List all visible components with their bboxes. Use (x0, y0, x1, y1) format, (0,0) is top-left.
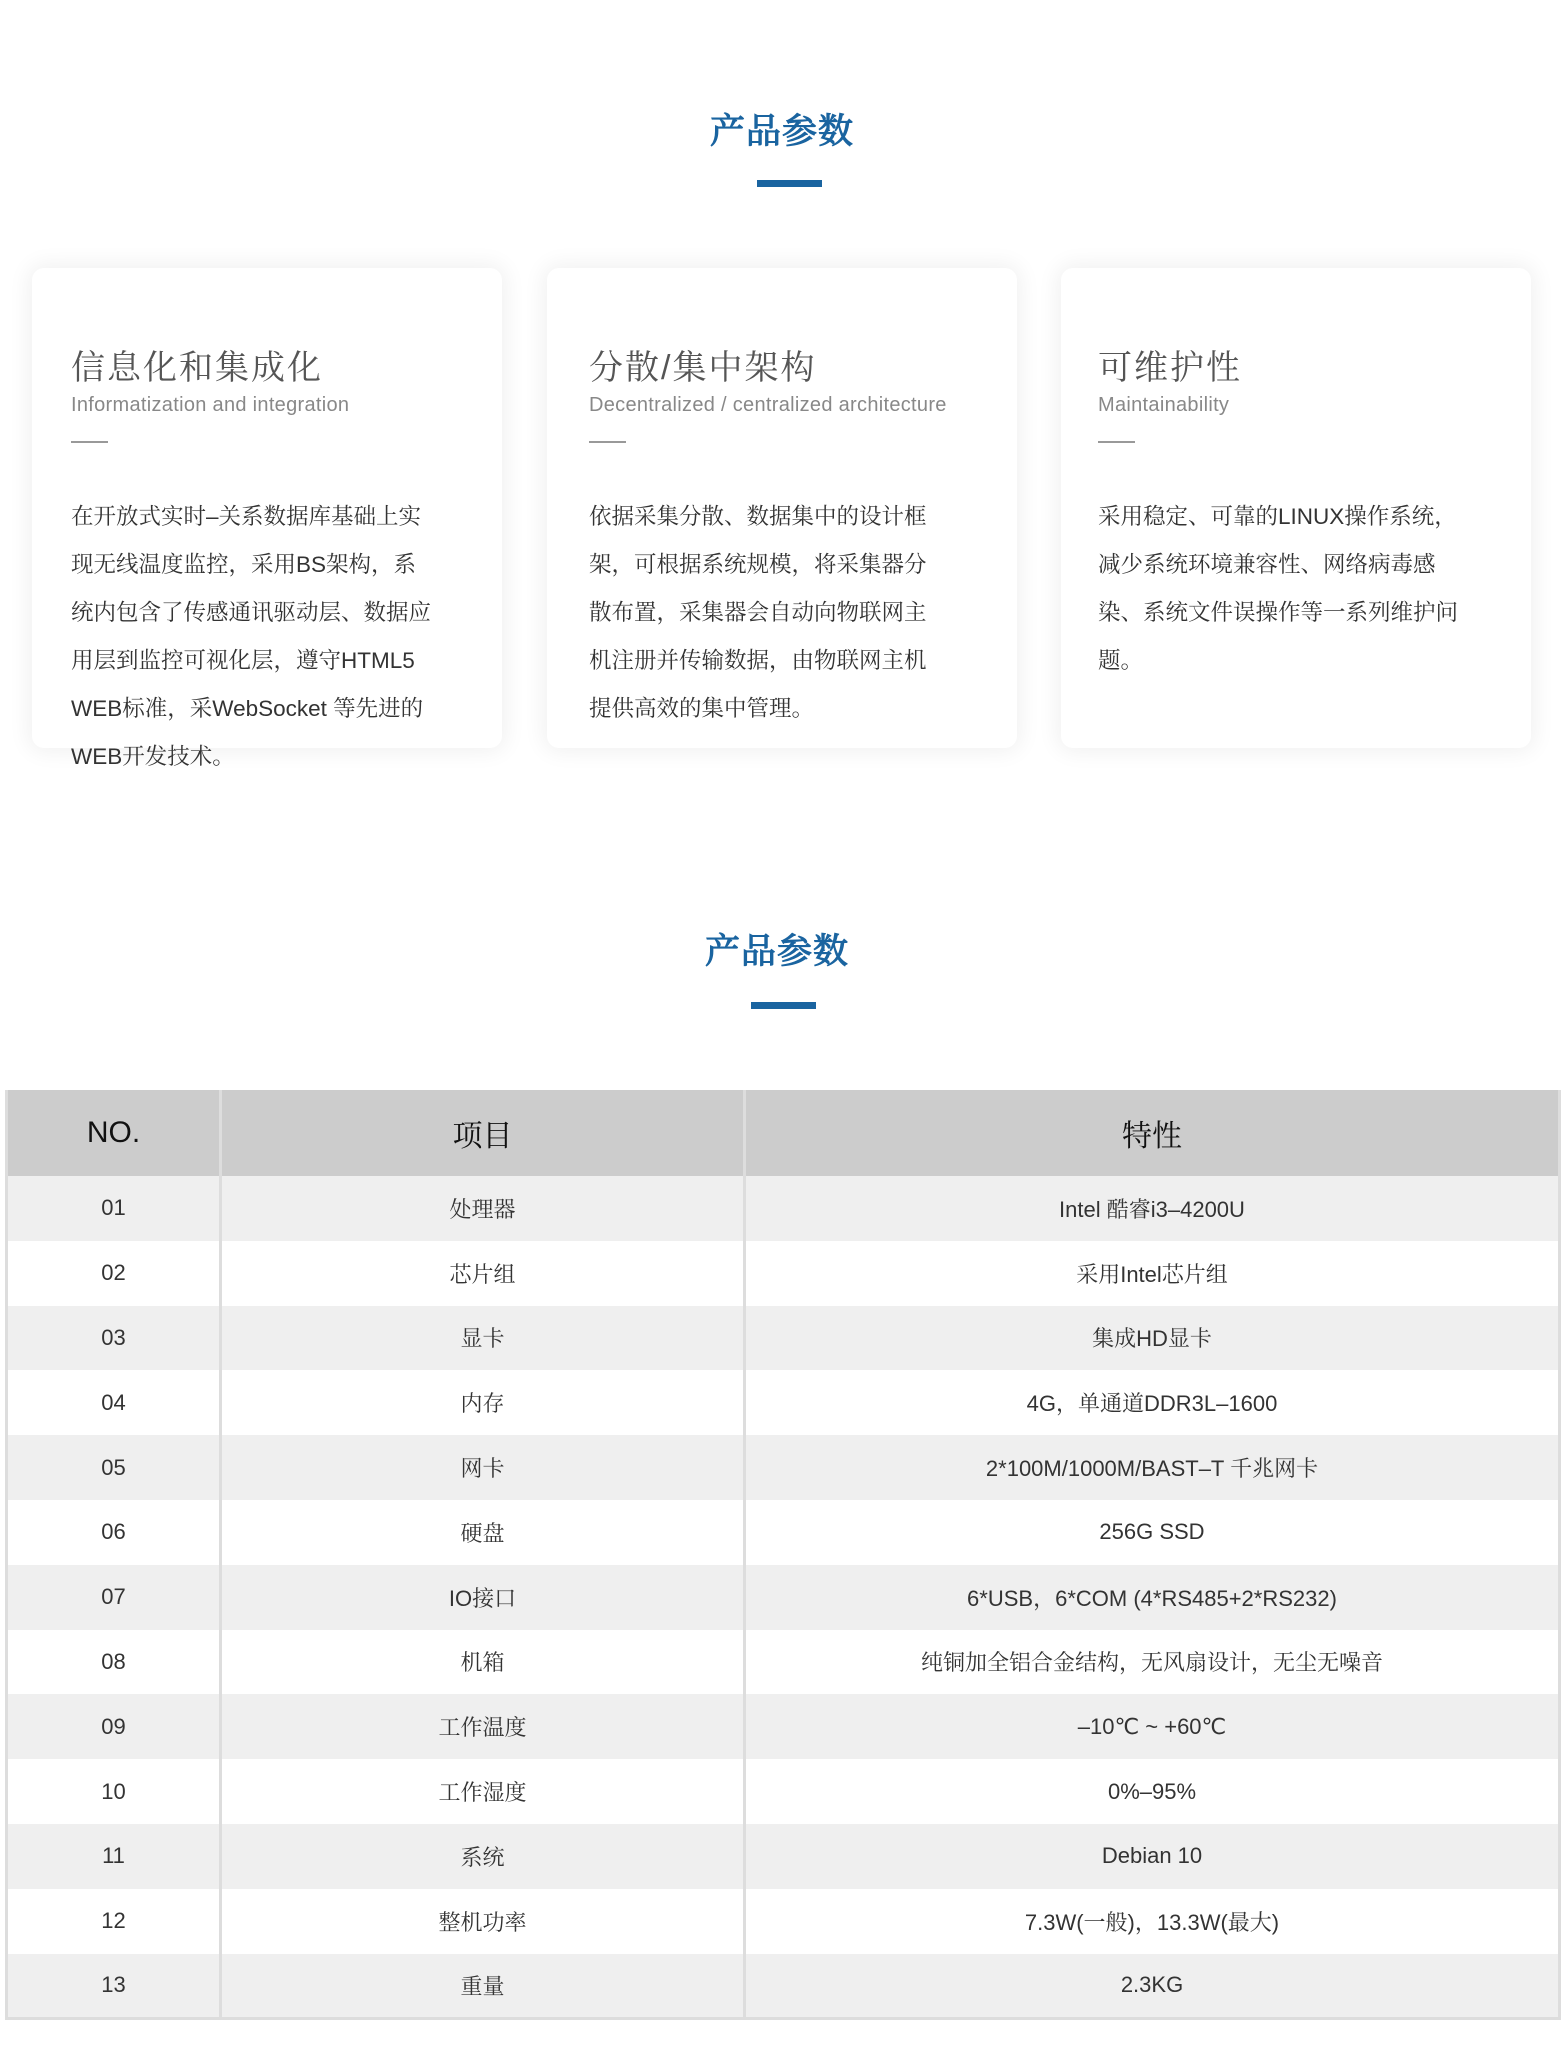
table-header-row (7, 1090, 1560, 1176)
table-row (7, 1630, 1560, 1695)
cell-no: 05 (7, 1435, 221, 1500)
table-row (7, 1954, 1560, 2019)
cell-no: 11 (7, 1824, 221, 1889)
column-header-feature: 特性 (745, 1090, 1560, 1176)
spec-table-body (7, 1176, 1560, 2018)
cell-item: 显卡 (221, 1306, 745, 1371)
cell-no: 09 (7, 1694, 221, 1759)
cell-feature: 纯铜加全铝合金结构，无风扇设计，无尘无噪音 (745, 1630, 1560, 1695)
cell-no: 12 (7, 1889, 221, 1954)
section-title-underline-2 (751, 1002, 816, 1009)
cell-item: 硬盘 (221, 1500, 745, 1565)
card-description-line: 题。 (1098, 648, 1144, 673)
card-description-line: 依据采集分散、数据集中的设计框 (589, 504, 927, 529)
cell-feature: Intel 酷睿i3–4200U (745, 1176, 1560, 1241)
feature-card-informatization (32, 268, 502, 769)
feature-card-maintainability (1061, 268, 1531, 748)
cell-feature: 7.3W(一般)，13.3W(最大) (745, 1889, 1560, 1954)
card-title: 可维护性 (1098, 349, 1242, 387)
cell-no: 02 (7, 1241, 221, 1306)
card-divider (589, 441, 626, 443)
cell-item: 系统 (221, 1824, 745, 1889)
cell-item: 工作温度 (221, 1694, 745, 1759)
cell-feature: 6*USB，6*COM (4*RS485+2*RS232) (745, 1565, 1560, 1630)
cell-item: 内存 (221, 1370, 745, 1435)
table-row (7, 1435, 1560, 1500)
card-description-line: 减少系统环境兼容性、网络病毒感 (1098, 552, 1436, 577)
table-row (7, 1241, 1560, 1306)
cell-no: 06 (7, 1500, 221, 1565)
card-description-line: 用层到监控可视化层，遵守HTML5 (71, 648, 415, 673)
cell-item: 工作湿度 (221, 1759, 745, 1824)
table-row (7, 1759, 1560, 1824)
cell-feature: 0%–95% (745, 1759, 1560, 1824)
card-subtitle: Maintainability (1098, 394, 1230, 416)
card-description-line: 机注册并传输数据，由物联网主机 (589, 648, 927, 673)
cell-item: 机箱 (221, 1630, 745, 1695)
table-row (7, 1889, 1560, 1954)
cell-item: 网卡 (221, 1435, 745, 1500)
feature-card-architecture (547, 268, 1017, 748)
cell-item: IO接口 (221, 1565, 745, 1630)
cell-no: 07 (7, 1565, 221, 1630)
card-description-line: 在开放式实时–关系数据库基础上实 (71, 504, 422, 529)
cell-item: 处理器 (221, 1176, 745, 1241)
table-row (7, 1694, 1560, 1759)
card-divider (1098, 441, 1135, 443)
cell-feature: 256G SSD (745, 1500, 1560, 1565)
cell-item: 芯片组 (221, 1241, 745, 1306)
card-description-line: WEB开发技术。 (71, 744, 235, 769)
cell-feature: 集成HD显卡 (745, 1306, 1560, 1371)
card-description-line: 采用稳定、可靠的LINUX操作系统， (1098, 504, 1457, 529)
section-title-underline-1 (757, 180, 822, 187)
column-header-item: 项目 (221, 1090, 745, 1176)
cell-no: 13 (7, 1954, 221, 2019)
column-header-no: NO. (7, 1090, 221, 1176)
section-title-params-2: 产品参数 (704, 932, 849, 971)
cell-feature: 2*100M/1000M/BAST–T 千兆网卡 (745, 1435, 1560, 1500)
table-row (7, 1306, 1560, 1371)
table-row (7, 1565, 1560, 1630)
cell-feature: 4G，单通道DDR3L–1600 (745, 1370, 1560, 1435)
cell-no: 08 (7, 1630, 221, 1695)
card-subtitle: Decentralized / centralized architecture (589, 394, 947, 416)
card-description (1098, 493, 1458, 685)
cell-no: 10 (7, 1759, 221, 1824)
cell-no: 03 (7, 1306, 221, 1371)
table-row (7, 1176, 1560, 1241)
cell-no: 01 (7, 1176, 221, 1241)
cell-feature: 采用Intel芯片组 (745, 1241, 1560, 1306)
card-description-line: WEB标准，采WebSocket 等先进的 (71, 696, 424, 721)
table-row (7, 1824, 1560, 1889)
table-row (7, 1370, 1560, 1435)
card-title: 信息化和集成化 (71, 349, 323, 387)
cell-feature: –10℃ ~ +60℃ (745, 1694, 1560, 1759)
card-description-line: 散布置，采集器会自动向物联网主 (589, 600, 927, 625)
card-divider (71, 441, 108, 443)
card-description-line: 架，可根据系统规模，将采集器分 (589, 552, 927, 577)
card-description (589, 493, 927, 733)
cell-item: 重量 (221, 1954, 745, 2019)
table-row (7, 1500, 1560, 1565)
cell-item: 整机功率 (221, 1889, 745, 1954)
cell-feature: 2.3KG (745, 1954, 1560, 2019)
card-description (71, 493, 431, 781)
cell-feature: Debian 10 (745, 1824, 1560, 1889)
card-description-line: 提供高效的集中管理。 (589, 696, 815, 721)
cell-no: 04 (7, 1370, 221, 1435)
card-description-line: 统内包含了传感通讯驱动层、数据应 (71, 600, 432, 625)
card-description-line: 染、系统文件误操作等一系列维护问 (1098, 600, 1459, 625)
section-title-params-1: 产品参数 (709, 112, 854, 151)
spec-table (5, 1090, 1561, 2020)
card-subtitle: Informatization and integration (71, 394, 350, 416)
card-title: 分散/集中架构 (589, 349, 817, 387)
card-description-line: 现无线温度监控，采用BS架构，系 (71, 552, 417, 577)
